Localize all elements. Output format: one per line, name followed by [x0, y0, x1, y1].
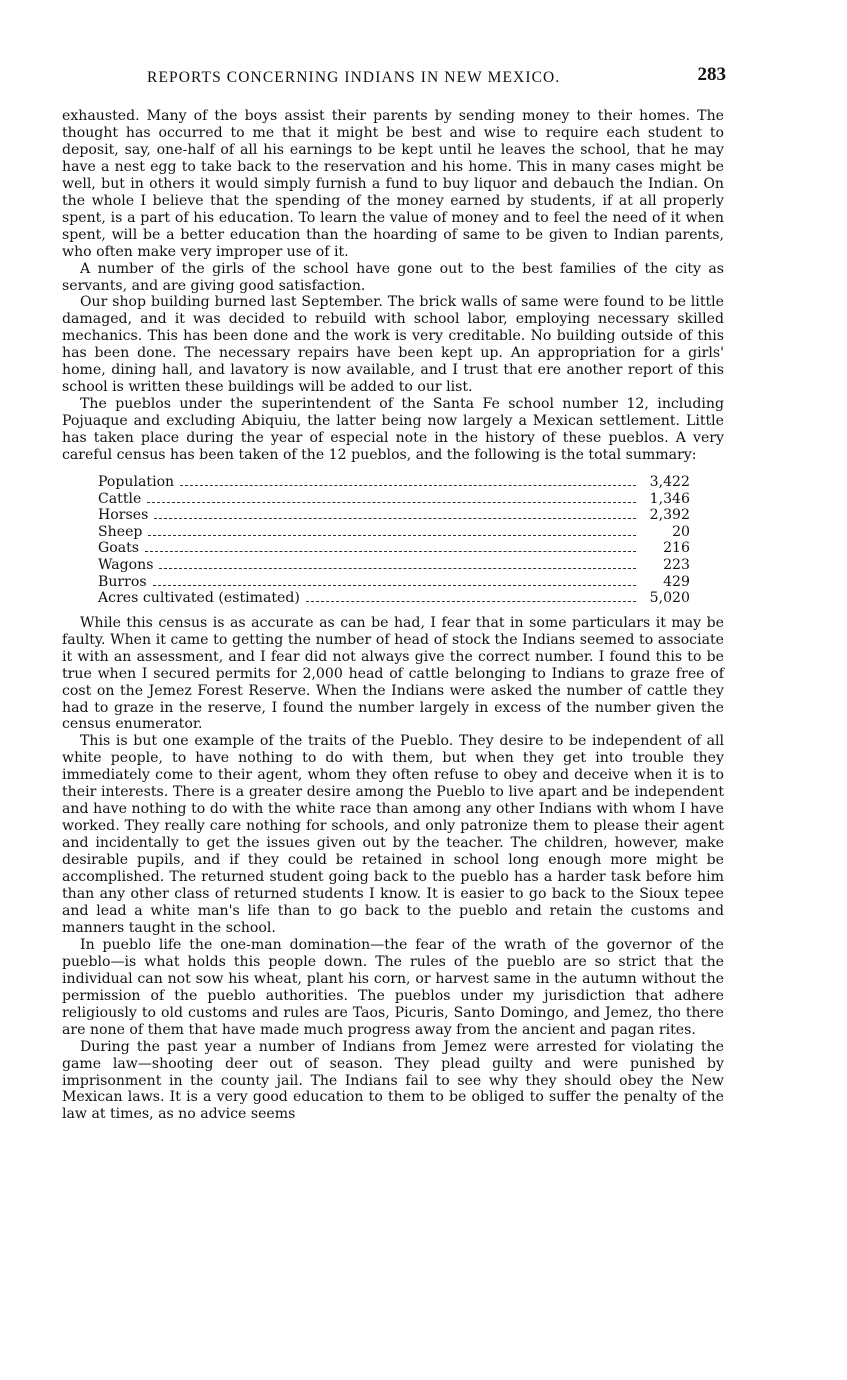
summary-label: Goats: [98, 540, 140, 557]
summary-value: 216: [663, 540, 690, 557]
leader-dots: [147, 502, 636, 503]
leader-dots: [153, 585, 636, 586]
summary-row: [98, 540, 690, 557]
document-page: [62, 64, 724, 1123]
leader-dots: [145, 551, 636, 552]
summary-row: [98, 574, 690, 591]
paragraph: A number of the girls of the school have gone out to the best families of the city as servants, and are giving good satisfaction.: [62, 260, 724, 294]
summary-label: Cattle: [98, 490, 142, 507]
paragraph: While this census is as accurate as can be had, I fear that in some particulars it may be faulty. When it came to getting the number of head of stock the Indians seemed to associate it with an assessment, and I fear did not always give the correct number. I found this to be true when I secured permits for 2,000 head of cattle belonging to Indians to graze free of cost on the Jemez Forest Reserve. When the Indians were asked the number of cattle they had to graze in the reserve, I found the number largely in excess of the number given the census enumerator.: [62, 614, 724, 733]
summary-label: Population: [98, 474, 175, 491]
summary-value: 223: [663, 556, 690, 573]
summary-row: [98, 590, 690, 607]
summary-label: Horses: [98, 507, 149, 524]
leader-dots: [148, 535, 636, 536]
summary-value: 1,346: [649, 490, 690, 507]
summary-label: Acres cultivated (estimated): [98, 590, 300, 607]
census-summary-table: [98, 474, 690, 607]
leader-dots: [159, 568, 636, 569]
summary-value: 5,020: [649, 590, 690, 607]
leader-dots: [306, 601, 636, 602]
summary-value: 3,422: [649, 474, 690, 491]
summary-label: Burros: [98, 573, 147, 590]
paragraph: exhausted. Many of the boys assist their parents by sending money to their homes. The thought has occurred to me that it might be best and wise to require each student to deposit, say, one-half of all his earnings to be kept until he leaves the school, that he may have a nest egg to take back to the reservation and his home. This in many cases might be well, but in others it would simply furnish a fund to buy liquor and debauch the Indian. On the whole I believe that the spending of the money earned by students, if at all properly spent, is a part of his education. To learn the value of money and to feel the need of it when spent, will be a better education than the hoarding of same to be given to Indian parents, who often make very improper use of it.: [62, 108, 724, 260]
summary-row: [98, 507, 690, 524]
summary-value: 2,392: [649, 507, 690, 524]
summary-row: [98, 474, 690, 491]
summary-value: 20: [672, 523, 690, 540]
summary-row: [98, 557, 690, 574]
paragraph: During the past year a number of Indians from Jemez were arrested for violating the game law—shooting deer out of season. They plead guilty and were punished by imprisonment in the county jail. The Indians fail to see why they should obey the New Mexican laws. It is a very good education to them to be obliged to suffer the penalty of the law at times, as no advice seems: [62, 1038, 724, 1123]
summary-label: Sheep: [98, 523, 143, 540]
page-header: [62, 64, 724, 90]
summary-label: Wagons: [98, 556, 154, 573]
summary-row: [98, 491, 690, 508]
summary-row: [98, 524, 690, 541]
summary-value: 429: [663, 573, 690, 590]
leader-dots: [180, 485, 636, 486]
paragraph: This is but one example of the traits of the Pueblo. They desire to be independent of all white people, to have nothing to do with them, but when they get into trouble they immediately come to their agent, whom they often refuse to obey and deceive when it is to their interests. There is a greater desire among the Pueblo to live apart and be independent and have nothing to do with the white race than among any other Indians with whom I have worked. They really care nothing for schools, and only patronize them to please their agent and incidentally to get the issues given out by the teacher. The children, however, make desirable pupils, and if they could be retained in school long enough more might be accomplished. The returned student going back to the pueblo has a harder task before him than any other class of returned students I know. It is easier to go back to the Sioux tepee and lead a white man's life than to go back to the pueblo and retain the customs and manners taught in the school.: [62, 733, 724, 936]
paragraph: Our shop building burned last September. The brick walls of same were found to be little damaged, and it was decided to rebuild with school labor, employing necessary skilled mechanics. This has been done and the work is very creditable. No building outside of this has been done. The necessary repairs have been kept up. An appropriation for a girls' home, dining hall, and lavatory is now available, and I trust that ere another report of this school is written these buildings will be added to our list.: [62, 294, 724, 396]
page-number: 283: [697, 64, 726, 85]
paragraph: The pueblos under the superintendent of the Santa Fe school number 12, including Pojuaque and excluding Abiquiu, the latter being now largely a Mexican settlement. Little has taken place during the year of especial note in the history of these pueblos. A very careful census has been taken of the 12 pueblos, and the following is the total summary:: [62, 396, 724, 464]
leader-dots: [154, 518, 636, 519]
paragraph: In pueblo life the one-man domination—the fear of the wrath of the governor of the pueblo—is what holds this people down. The rules of the pueblo are so strict that the individual can not sow his wheat, plant his corn, or harvest same in the autumn without the permission of the pueblo authorities. The pueblos under my jurisdiction that adhere religiously to old customs and rules are Taos, Picuris, Santo Domingo, and Jemez, tho there are none of them that have made much progress away from the ancient and pagan rites.: [62, 936, 724, 1038]
running-head: REPORTS CONCERNING INDIANS IN NEW MEXICO.: [147, 69, 561, 86]
